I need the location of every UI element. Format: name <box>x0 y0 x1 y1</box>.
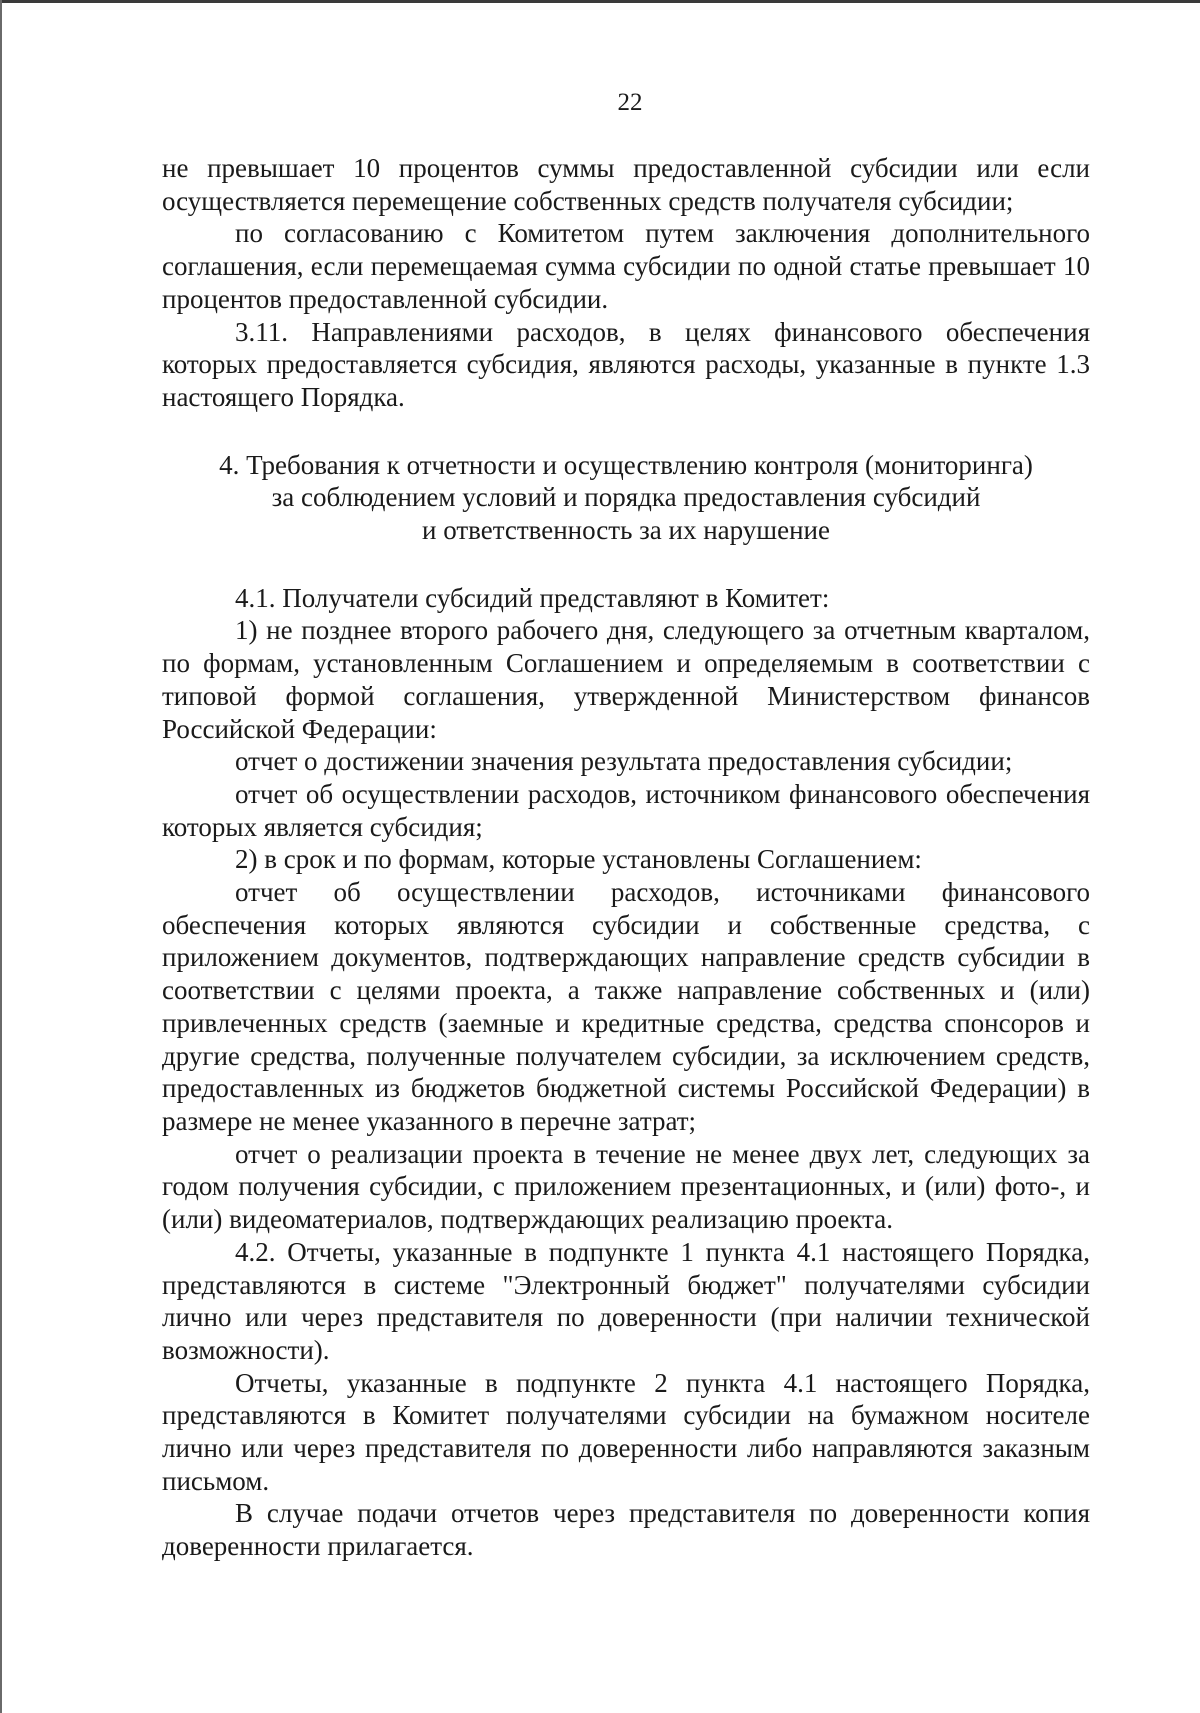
paragraph: не превышает 10 процентов суммы предоставленной субсидии или если осуществляется перемещение собственных средств получателя субсидии; <box>162 153 1090 216</box>
scan-border-top <box>0 0 1200 3</box>
document-body <box>162 152 1090 1563</box>
paragraph: отчет об осуществлении расходов, источником финансового обеспечения которых является субсидия; <box>162 778 1090 842</box>
section-heading-line: 4. Требования к отчетности и осуществлению контроля (мониторинга) <box>219 449 1033 480</box>
paragraph: 4.1. Получатели субсидий представляют в Комитет: <box>235 582 830 613</box>
paragraph: 2) в срок и по формам, которые установлены Соглашением: <box>235 844 922 875</box>
scan-border-left <box>0 0 2 1713</box>
paragraph: по согласованию с Комитетом путем заключения дополнительного соглашения, если перемещаемая сумма субсидии по одной статье превышает 10 процентов предоставленной субсидии. <box>162 218 1090 314</box>
paragraph: 3.11. Направлениями расходов, в целях финансового обеспечения которых предоставляется субсидия, являются расходы, указанные в пункте 1.3 настоящего Порядка. <box>162 316 1090 412</box>
paragraph: В случае подачи отчетов через представителя по доверенности копия доверенности прилагается. <box>162 1498 1090 1562</box>
paragraph: отчет об осуществлении расходов, источниками финансового обеспечения которых являются субсидии и собственные средства, с приложением документов, подтверждающих направление средств субсидии в соответствии с целями проекта, а также направление собственных и (или) привлеченных средств (заемные и кредитные средства, средства спонсоров и другие средства, полученные получателем субсидии, за исключением средств, предоставленных из бюджетов бюджетной системы Российской Федерации) в размере не менее указанного в перечне затрат; <box>162 877 1090 1136</box>
section-heading-line: за соблюдением условий и порядка предоставления субсидий <box>271 482 981 513</box>
paragraph: 4.2. Отчеты, указанные в подпункте 1 пункта 4.1 настоящего Порядка, представляются в системе "Электронный бюджет" получателями субсидии лично или через представителя по доверенности (при наличии технической возможности). <box>162 1236 1090 1365</box>
paragraph: отчет о реализации проекта в течение не менее двух лет, следующих за годом получения субсидии, с приложением презентационных, и (или) фото-, и (или) видеоматериалов, подтверждающих реализацию проекта. <box>162 1138 1090 1235</box>
paragraph: 1) не позднее второго рабочего дня, следующего за отчетным кварталом, по формам, установленным Соглашением и определяемым в соответствии с типовой формой соглашения, утвержденной Министерством финансов Российской Федерации: <box>162 615 1090 744</box>
paragraph: отчет о достижении значения результата предоставления субсидии; <box>235 746 1013 777</box>
page-number: 22 <box>617 89 643 116</box>
paragraph: Отчеты, указанные в подпункте 2 пункта 4.1 настоящего Порядка, представляются в Комитет получателями субсидии на бумажном носителе лично или через представителя по доверенности либо направляются заказным письмом. <box>162 1367 1090 1496</box>
section-heading-line: и ответственность за их нарушение <box>422 515 830 546</box>
section-heading <box>162 449 1090 547</box>
